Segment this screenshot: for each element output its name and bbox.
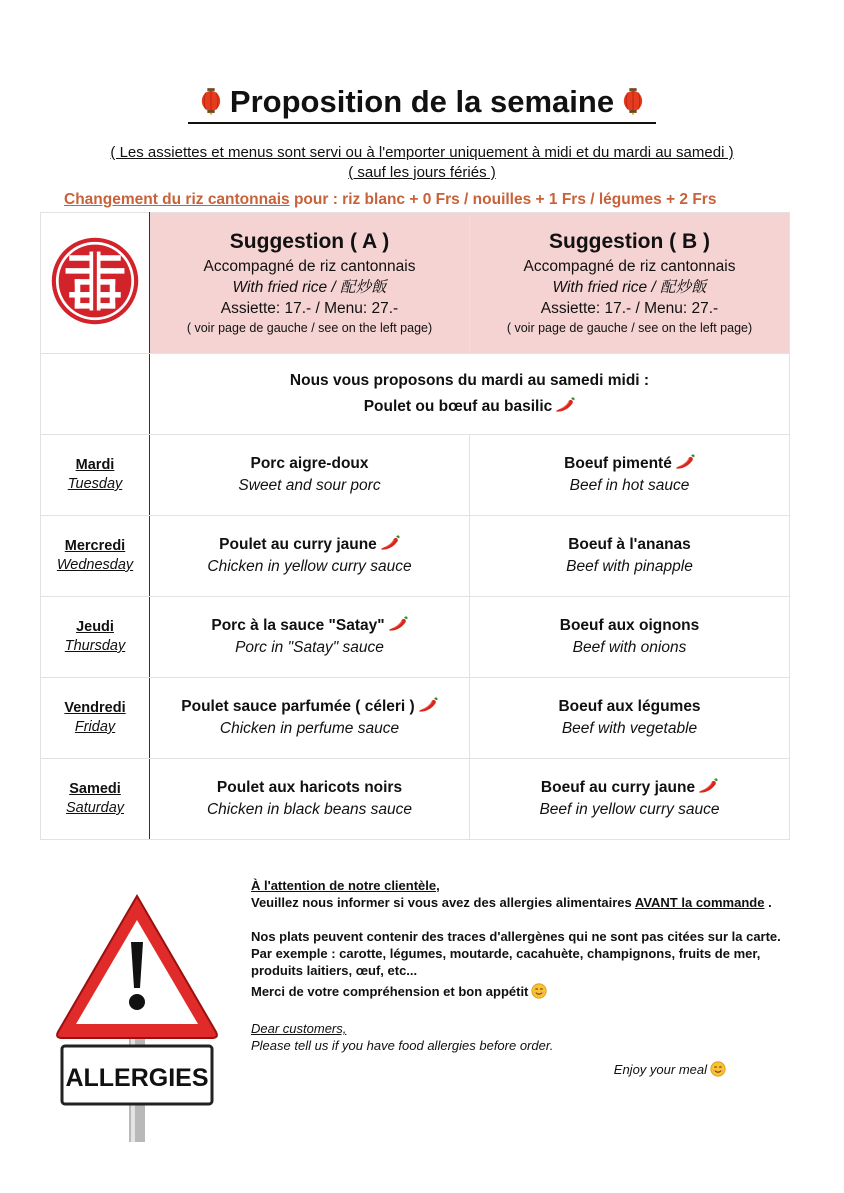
allergy-en-heading: Dear customers, <box>251 1021 347 1036</box>
promo-row <box>41 354 790 435</box>
day-cell <box>41 435 150 516</box>
dish-b-en: Beef with onions <box>572 639 687 656</box>
day-cell <box>41 759 150 840</box>
allergy-example: Par exemple : carotte, légumes, moutarde, cacahuète, champignons, fruits de mer, produits laitiers, œuf, etc... <box>251 946 761 978</box>
suggestion-header-row <box>41 213 790 354</box>
dish-b-en: Beef in hot sauce <box>569 477 690 494</box>
sign-label: ALLERGIES <box>65 1064 209 1092</box>
dish-a-en: Porc in "Satay" sauce <box>235 639 384 656</box>
promo-line-1: Nous vous proposons du mardi au samedi midi : <box>289 372 650 389</box>
suggestion-a-cell <box>150 213 470 354</box>
dish-b-cell <box>470 759 790 840</box>
day-row-wednesday <box>41 516 790 597</box>
dish-b-fr: Boeuf à l'ananas <box>568 536 691 553</box>
allergy-warning-sign <box>52 890 222 1145</box>
day-cell <box>41 597 150 678</box>
day-name-en: Friday <box>74 719 116 735</box>
dish-a-en: Sweet and sour porc <box>238 477 381 494</box>
dish-a-fr: Poulet au curry jaune <box>219 536 377 553</box>
double-happiness-icon <box>49 235 141 327</box>
page-title-text: Proposition de la semaine <box>229 84 615 119</box>
promo-empty-cell <box>41 354 150 435</box>
suggestion-a-side-en: With fried rice / 配炒飯 <box>232 279 387 296</box>
dish-a-fr: Porc à la sauce "Satay" <box>211 617 385 634</box>
day-name-en: Thursday <box>64 638 126 654</box>
service-notice-line-1: ( Les assiettes et menus sont servi ou à l'emporter uniquement à midi et du mardi au samedi ) <box>110 144 734 161</box>
page-title <box>0 82 844 124</box>
dish-b-fr: Boeuf pimenté <box>564 455 672 472</box>
day-name-en: Tuesday <box>67 476 123 492</box>
dish-a-fr: Porc aigre-doux <box>250 455 369 472</box>
dish-a-cell <box>150 435 470 516</box>
dish-b-cell <box>470 516 790 597</box>
dish-b-fr: Boeuf aux légumes <box>558 698 701 715</box>
chili-icon <box>380 534 400 552</box>
dish-a-en: Chicken in yellow curry sauce <box>207 558 412 575</box>
day-name-en: Saturday <box>65 800 125 816</box>
chili-icon <box>555 396 575 414</box>
dish-a-fr: Poulet aux haricots noirs <box>216 779 403 796</box>
service-notice-line-2: ( sauf les jours fériés ) <box>348 164 496 181</box>
chili-icon <box>698 777 718 795</box>
chili-icon <box>388 615 408 633</box>
allergy-traces: Nos plats peuvent contenir des traces d'allergènes qui ne sont pas citées sur la carte. <box>251 929 781 944</box>
day-cell <box>41 516 150 597</box>
day-name-fr: Mardi <box>75 457 115 473</box>
dish-b-cell <box>470 597 790 678</box>
dish-b-en: Beef with pinapple <box>566 558 693 575</box>
day-name-fr: Vendredi <box>64 700 126 716</box>
dish-b-cell <box>470 435 790 516</box>
dish-a-cell <box>150 759 470 840</box>
suggestion-b-price: Assiette: 17.- / Menu: 27.- <box>540 300 719 317</box>
allergy-inform-pre: Veuillez nous informer si vous avez des allergies alimentaires <box>251 895 635 910</box>
dish-a-fr: Poulet sauce parfumée ( céleri ) <box>181 698 415 715</box>
suggestion-a-price: Assiette: 17.- / Menu: 27.- <box>220 300 399 317</box>
dish-a-en: Chicken in black beans sauce <box>206 801 413 818</box>
day-row-thursday <box>41 597 790 678</box>
dish-b-en: Beef with vegetable <box>561 720 698 737</box>
allergy-thanks: Merci de votre compréhension et bon appétit <box>251 984 529 999</box>
day-row-saturday <box>41 759 790 840</box>
dish-b-en: Beef in yellow curry sauce <box>539 801 720 818</box>
lantern-icon <box>622 86 644 116</box>
promo-cell <box>150 354 790 435</box>
dish-a-cell <box>150 597 470 678</box>
dish-a-cell <box>150 678 470 759</box>
dish-a-en: Chicken in perfume sauce <box>219 720 400 737</box>
rice-change-prices: pour : riz blanc + 0 Frs / nouilles + 1 Frs / légumes + 2 Frs <box>289 191 717 208</box>
day-row-tuesday <box>41 435 790 516</box>
promo-line-2: Poulet ou bœuf au basilic <box>363 398 553 415</box>
day-row-friday <box>41 678 790 759</box>
suggestion-a-note: ( voir page de gauche / see on the left page) <box>186 321 433 335</box>
day-name-en: Wednesday <box>56 557 134 573</box>
day-name-fr: Mercredi <box>64 538 126 554</box>
suggestion-a-title: Suggestion ( A ) <box>229 230 390 253</box>
service-notice <box>0 143 844 183</box>
suggestion-b-side-fr: Accompagné de riz cantonnais <box>523 258 736 275</box>
dish-a-cell <box>150 516 470 597</box>
day-name-fr: Samedi <box>69 781 121 797</box>
logo-cell <box>41 213 150 354</box>
enjoy-line <box>251 1061 796 1078</box>
day-cell <box>41 678 150 759</box>
lantern-icon <box>200 86 222 116</box>
dish-b-fr: Boeuf aux oignons <box>559 617 700 634</box>
allergy-en-body: Please tell us if you have food allergies before order. <box>251 1038 554 1053</box>
weekly-menu-table <box>40 212 790 840</box>
day-name-fr: Jeudi <box>76 619 114 635</box>
smile-icon <box>710 1061 726 1077</box>
rice-change-line <box>64 191 716 209</box>
rice-change-underlined: Changement du riz cantonnais <box>64 191 290 208</box>
enjoy-text: Enjoy your meal <box>613 1062 707 1077</box>
allergy-inform-before-order: AVANT la commande <box>634 895 765 910</box>
dish-b-fr: Boeuf au curry jaune <box>540 779 696 796</box>
allergy-heading: À l'attention de notre clientèle, <box>251 878 440 893</box>
allergy-thanks-line <box>251 983 796 1000</box>
chili-icon <box>675 453 695 471</box>
suggestion-a-side-fr: Accompagné de riz cantonnais <box>203 258 416 275</box>
allergy-notice <box>251 877 796 1078</box>
allergy-inform <box>251 894 796 911</box>
allergy-inform-post: . <box>764 895 772 910</box>
smile-icon <box>531 983 547 999</box>
chili-icon <box>418 696 438 714</box>
suggestion-b-note: ( voir page de gauche / see on the left page) <box>506 321 753 335</box>
suggestion-b-title: Suggestion ( B ) <box>549 230 710 253</box>
suggestion-b-side-en: With fried rice / 配炒飯 <box>552 279 707 296</box>
suggestion-b-cell <box>470 213 790 354</box>
dish-b-cell <box>470 678 790 759</box>
